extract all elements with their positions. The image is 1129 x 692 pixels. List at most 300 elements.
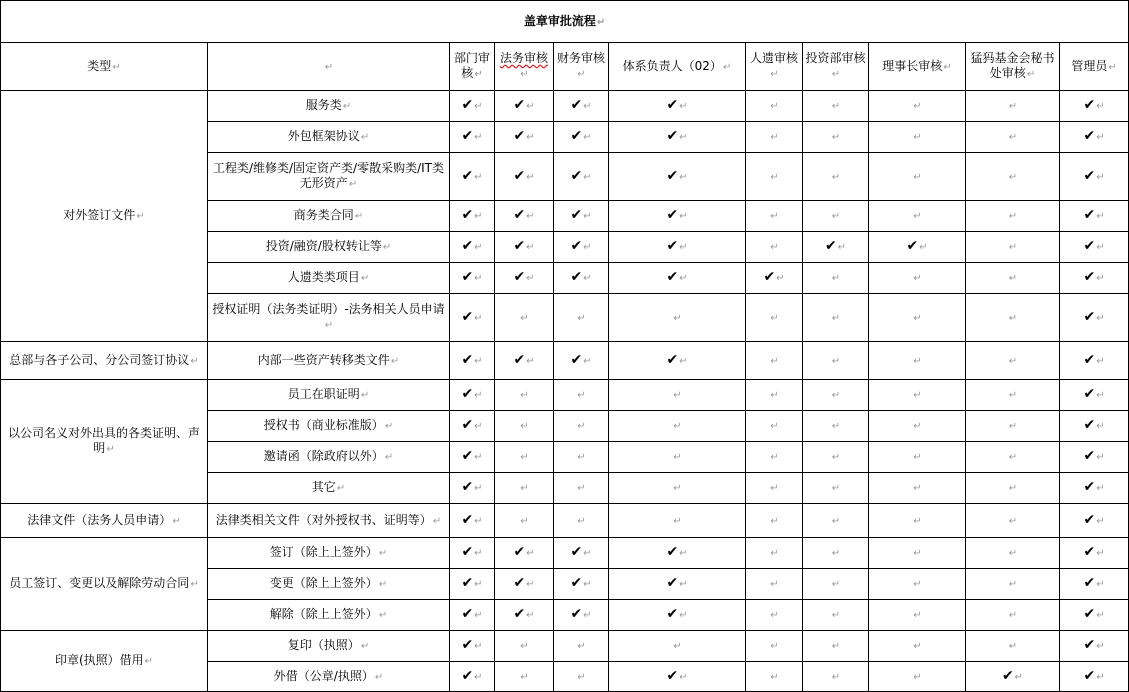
paragraph-mark-icon: ↵ — [831, 312, 841, 324]
paragraph-mark-icon: ↵ — [1008, 421, 1018, 432]
paragraph-mark-icon: ↵ — [1008, 548, 1018, 559]
check-mark-icon: ✔ — [513, 128, 526, 144]
approval-cell — [746, 504, 803, 538]
approval-cell — [609, 442, 746, 473]
paragraph-mark-icon: ↵ — [770, 610, 779, 621]
approval-cell — [966, 504, 1060, 538]
paragraph-mark-icon: ↵ — [583, 132, 592, 143]
approval-cell — [554, 263, 609, 294]
check-mark-icon: ✔ — [1083, 238, 1096, 254]
approval-cell — [450, 662, 495, 692]
paragraph-mark-icon: ↵ — [770, 421, 779, 432]
check-mark-icon: ✔ — [513, 606, 526, 622]
paragraph-mark-icon: ↵ — [913, 273, 922, 284]
paragraph-mark-icon: ↵ — [474, 610, 483, 621]
paragraph-mark-icon: ↵ — [324, 320, 334, 331]
approval-cell — [966, 91, 1060, 122]
approval-cell — [869, 504, 966, 538]
paragraph-mark-icon: ↵ — [583, 355, 592, 367]
approval-cell — [869, 473, 966, 504]
approval-cell — [495, 380, 554, 411]
paragraph-mark-icon: ↵ — [136, 211, 145, 222]
approval-cell — [869, 122, 966, 153]
check-mark-icon: ✔ — [666, 167, 679, 184]
paragraph-mark-icon: ↵ — [520, 671, 529, 683]
paragraph-mark-icon: ↵ — [1096, 579, 1105, 590]
approval-cell — [803, 631, 869, 662]
check-mark-icon: ✔ — [1083, 386, 1096, 402]
paragraph-mark-icon: ↵ — [577, 515, 586, 527]
check-mark-icon: ✔ — [1083, 511, 1096, 528]
check-mark-icon: ✔ — [763, 269, 776, 285]
header-approver-2 — [554, 43, 609, 91]
approval-cell — [450, 294, 495, 342]
approval-cell — [869, 201, 966, 232]
type-cell — [1, 380, 208, 504]
check-mark-icon: ✔ — [461, 167, 474, 184]
paragraph-mark-icon: ↵ — [526, 242, 535, 253]
paragraph-mark-icon: ↵ — [342, 101, 352, 112]
paragraph-mark-icon: ↵ — [1096, 355, 1105, 367]
item-cell — [208, 442, 450, 473]
approval-cell — [495, 538, 554, 569]
paragraph-mark-icon: ↵ — [1108, 61, 1117, 73]
check-mark-icon: ✔ — [570, 606, 583, 622]
paragraph-mark-icon: ↵ — [1008, 390, 1018, 401]
approval-cell — [495, 504, 554, 538]
paragraph-mark-icon: ↵ — [526, 101, 535, 112]
paragraph-mark-icon: ↵ — [837, 242, 847, 253]
item-label: 服务类 — [305, 98, 342, 112]
check-mark-icon: ✔ — [513, 207, 526, 223]
paragraph-mark-icon: ↵ — [172, 515, 181, 527]
approval-cell — [1060, 631, 1129, 662]
approval-cell — [450, 538, 495, 569]
approval-cell — [554, 294, 609, 342]
approval-cell — [609, 263, 746, 294]
item-cell — [208, 504, 450, 538]
header-approver-6 — [869, 43, 966, 91]
paragraph-mark-icon: ↵ — [474, 132, 483, 143]
paragraph-mark-icon: ↵ — [770, 132, 779, 143]
check-mark-icon: ✔ — [1083, 637, 1096, 653]
check-mark-icon: ✔ — [570, 351, 583, 368]
check-mark-icon: ✔ — [666, 269, 679, 285]
paragraph-mark-icon: ↵ — [913, 548, 922, 559]
paragraph-mark-icon: ↵ — [770, 579, 779, 590]
paragraph-mark-icon: ↵ — [770, 242, 779, 253]
paragraph-mark-icon: ↵ — [526, 273, 535, 284]
paragraph-mark-icon: ↵ — [1008, 641, 1018, 652]
type-label: 印章(执照）借用 — [54, 653, 144, 667]
paragraph-mark-icon: ↵ — [577, 641, 586, 652]
check-mark-icon: ✔ — [461, 308, 474, 325]
check-mark-icon: ✔ — [1083, 351, 1096, 368]
approval-cell — [554, 91, 609, 122]
header-item-cell — [208, 43, 450, 91]
table-row — [1, 538, 1129, 569]
approval-cell — [803, 600, 869, 631]
paragraph-mark-icon: ↵ — [336, 483, 346, 494]
approval-cell — [803, 91, 869, 122]
check-mark-icon: ✔ — [461, 511, 474, 528]
approval-cell — [450, 411, 495, 442]
approval-cell — [495, 232, 554, 263]
check-mark-icon: ✔ — [1083, 308, 1096, 325]
header-row — [1, 43, 1129, 91]
check-mark-icon: ✔ — [513, 167, 526, 184]
type-cell — [1, 538, 208, 631]
approval-cell — [803, 504, 869, 538]
approval-cell — [450, 504, 495, 538]
paragraph-mark-icon: ↵ — [520, 390, 529, 401]
paragraph-mark-icon: ↵ — [679, 132, 688, 143]
paragraph-mark-icon: ↵ — [1008, 355, 1018, 367]
check-mark-icon: ✔ — [1083, 128, 1096, 144]
approval-cell — [1060, 504, 1129, 538]
paragraph-mark-icon: ↵ — [1008, 171, 1018, 183]
paragraph-mark-icon: ↵ — [913, 579, 922, 590]
approval-cell — [746, 91, 803, 122]
paragraph-mark-icon: ↵ — [770, 641, 779, 652]
item-cell — [208, 294, 450, 342]
approval-cell — [1060, 122, 1129, 153]
approval-cell — [495, 662, 554, 692]
check-mark-icon: ✔ — [666, 667, 679, 684]
check-mark-icon: ✔ — [1083, 207, 1096, 223]
header-approver-7 — [966, 43, 1060, 91]
check-mark-icon: ✔ — [461, 637, 474, 653]
approval-cell — [966, 232, 1060, 263]
approval-cell — [746, 294, 803, 342]
check-mark-icon: ✔ — [461, 448, 474, 464]
paragraph-mark-icon: ↵ — [474, 242, 483, 253]
paragraph-mark-icon: ↵ — [1096, 483, 1105, 494]
approval-cell — [966, 411, 1060, 442]
approval-cell — [1060, 153, 1129, 201]
approval-cell — [746, 342, 803, 380]
approval-cell — [1060, 662, 1129, 692]
approval-cell — [495, 201, 554, 232]
paragraph-mark-icon: ↵ — [831, 132, 841, 143]
approval-cell — [495, 122, 554, 153]
paragraph-mark-icon: ↵ — [913, 610, 922, 621]
approval-cell — [803, 122, 869, 153]
approver-label: 人遗审核 — [749, 51, 798, 65]
approval-cell — [869, 569, 966, 600]
paragraph-mark-icon: ↵ — [583, 548, 592, 559]
check-mark-icon: ✔ — [1083, 667, 1096, 684]
approval-cell — [966, 122, 1060, 153]
paragraph-mark-icon: ↵ — [1008, 483, 1018, 494]
check-mark-icon: ✔ — [570, 207, 583, 223]
approval-cell — [554, 411, 609, 442]
paragraph-mark-icon: ↵ — [770, 671, 779, 683]
approval-cell — [966, 153, 1060, 201]
approval-cell — [1060, 342, 1129, 380]
approver-label: 部门审核 — [453, 51, 490, 80]
check-mark-icon: ✔ — [1083, 417, 1096, 433]
approval-cell — [803, 473, 869, 504]
approval-cell — [1060, 600, 1129, 631]
approval-cell — [609, 600, 746, 631]
type-label: 总部与各子公司、分公司签订协议 — [9, 352, 190, 367]
approval-cell — [966, 342, 1060, 380]
check-mark-icon: ✔ — [570, 238, 583, 254]
paragraph-mark-icon: ↵ — [360, 390, 370, 401]
approval-cell — [495, 473, 554, 504]
approval-cell — [966, 631, 1060, 662]
paragraph-mark-icon: ↵ — [679, 548, 688, 559]
approver-label: 猛犸基金会秘书处审核 — [970, 51, 1055, 80]
approval-cell — [869, 294, 966, 342]
paragraph-mark-icon: ↵ — [526, 132, 535, 143]
paragraph-mark-icon: ↵ — [770, 452, 779, 463]
item-cell — [208, 662, 450, 692]
paragraph-mark-icon: ↵ — [831, 421, 841, 432]
paragraph-mark-icon: ↵ — [526, 211, 535, 222]
paragraph-mark-icon: ↵ — [679, 101, 688, 112]
check-mark-icon: ✔ — [1083, 575, 1096, 591]
approval-cell — [1060, 263, 1129, 294]
paragraph-mark-icon: ↵ — [577, 69, 586, 80]
paragraph-mark-icon: ↵ — [526, 610, 535, 621]
approval-cell — [869, 631, 966, 662]
table-title-cell — [1, 1, 1129, 43]
item-cell — [208, 600, 450, 631]
check-mark-icon: ✔ — [570, 97, 583, 113]
check-mark-icon: ✔ — [461, 238, 474, 254]
paragraph-mark-icon: ↵ — [526, 579, 535, 590]
paragraph-mark-icon: ↵ — [913, 390, 922, 401]
item-cell — [208, 538, 450, 569]
paragraph-mark-icon: ↵ — [360, 641, 370, 652]
paragraph-mark-icon: ↵ — [1096, 671, 1105, 683]
check-mark-icon: ✔ — [1083, 167, 1096, 184]
approval-cell — [869, 263, 966, 294]
approval-cell — [803, 294, 869, 342]
type-cell — [1, 342, 208, 380]
header-approver-5 — [803, 43, 869, 91]
approval-cell — [609, 153, 746, 201]
paragraph-mark-icon: ↵ — [1096, 641, 1105, 652]
approval-cell — [495, 631, 554, 662]
paragraph-mark-icon: ↵ — [520, 641, 529, 652]
paragraph-mark-icon: ↵ — [474, 421, 483, 432]
paragraph-mark-icon: ↵ — [913, 355, 922, 367]
approval-cell — [554, 380, 609, 411]
paragraph-mark-icon: ↵ — [673, 421, 682, 432]
check-mark-icon: ✔ — [513, 238, 526, 254]
paragraph-mark-icon: ↵ — [474, 515, 483, 527]
check-mark-icon: ✔ — [461, 544, 474, 560]
approval-cell — [609, 473, 746, 504]
approval-cell — [746, 600, 803, 631]
approval-cell — [609, 294, 746, 342]
paragraph-mark-icon: ↵ — [474, 390, 483, 401]
paragraph-mark-icon: ↵ — [770, 69, 779, 80]
paragraph-mark-icon: ↵ — [1096, 452, 1105, 463]
approval-cell — [554, 631, 609, 662]
paragraph-mark-icon: ↵ — [679, 671, 688, 683]
type-label: 员工签订、变更以及解除劳动合同 — [9, 576, 190, 590]
paragraph-mark-icon: ↵ — [1008, 101, 1018, 112]
item-label: 其它 — [311, 480, 336, 494]
approval-cell — [803, 380, 869, 411]
approver-label: 财务审核 — [556, 51, 605, 65]
paragraph-mark-icon: ↵ — [1008, 242, 1018, 253]
approval-cell — [554, 122, 609, 153]
check-mark-icon: ✔ — [461, 207, 474, 223]
approval-cell — [495, 263, 554, 294]
paragraph-mark-icon: ↵ — [474, 211, 483, 222]
paragraph-mark-icon: ↵ — [722, 61, 732, 73]
paragraph-mark-icon: ↵ — [577, 452, 586, 463]
paragraph-mark-icon: ↵ — [360, 132, 370, 143]
approval-cell — [803, 442, 869, 473]
paragraph-mark-icon: ↵ — [1096, 171, 1105, 183]
item-label: 解除（除上上签外） — [269, 607, 378, 621]
approval-cell — [803, 662, 869, 692]
approval-cell — [609, 380, 746, 411]
paragraph-mark-icon: ↵ — [831, 273, 841, 284]
paragraph-mark-icon: ↵ — [474, 312, 483, 324]
item-label: 法律类相关文件（对外授权书、证明等） — [215, 512, 432, 527]
paragraph-mark-icon: ↵ — [526, 355, 535, 367]
approval-cell — [450, 153, 495, 201]
approval-cell — [495, 569, 554, 600]
item-cell — [208, 91, 450, 122]
paragraph-mark-icon: ↵ — [913, 312, 922, 324]
item-label: 投资/融资/股权转让等 — [265, 239, 382, 253]
paragraph-mark-icon: ↵ — [831, 641, 841, 652]
approval-cell — [966, 600, 1060, 631]
approval-cell — [609, 662, 746, 692]
paragraph-mark-icon: ↵ — [378, 548, 388, 559]
paragraph-mark-icon: ↵ — [770, 483, 779, 494]
paragraph-mark-icon: ↵ — [679, 242, 688, 253]
approval-cell — [450, 263, 495, 294]
approval-cell — [803, 201, 869, 232]
check-mark-icon: ✔ — [1083, 544, 1096, 560]
approval-cell — [450, 631, 495, 662]
approval-cell — [554, 201, 609, 232]
paragraph-mark-icon: ↵ — [919, 242, 928, 253]
paragraph-mark-icon: ↵ — [190, 579, 199, 590]
paragraph-mark-icon: ↵ — [1096, 132, 1105, 143]
approval-cell — [554, 600, 609, 631]
approval-cell — [746, 201, 803, 232]
check-mark-icon: ✔ — [666, 128, 679, 144]
header-approver-8 — [1060, 43, 1129, 91]
check-mark-icon: ✔ — [1083, 606, 1096, 622]
paragraph-mark-icon: ↵ — [673, 452, 682, 463]
table-row — [1, 631, 1129, 662]
paragraph-mark-icon: ↵ — [776, 273, 785, 284]
approver-label: 体系负责人（02） — [622, 58, 722, 73]
approval-cell — [609, 201, 746, 232]
paragraph-mark-icon: ↵ — [474, 355, 483, 367]
approval-cell — [1060, 380, 1129, 411]
approval-cell — [746, 411, 803, 442]
paragraph-mark-icon: ↵ — [1096, 515, 1105, 527]
approval-cell — [495, 600, 554, 631]
approval-cell — [746, 473, 803, 504]
paragraph-mark-icon: ↵ — [526, 171, 535, 183]
approval-cell — [554, 442, 609, 473]
paragraph-mark-icon: ↵ — [913, 101, 922, 112]
approval-cell — [609, 569, 746, 600]
approval-cell — [746, 538, 803, 569]
approval-cell — [746, 442, 803, 473]
check-mark-icon: ✔ — [570, 575, 583, 591]
paragraph-mark-icon: ↵ — [831, 69, 841, 80]
item-cell — [208, 153, 450, 201]
paragraph-mark-icon: ↵ — [324, 61, 334, 73]
item-label: 商务类合同 — [293, 208, 354, 222]
item-label: 外借（公章/执照） — [273, 668, 374, 683]
header-type-label: 类型 — [87, 58, 112, 73]
paragraph-mark-icon: ↵ — [913, 515, 922, 527]
approval-cell — [869, 342, 966, 380]
paragraph-mark-icon: ↵ — [474, 579, 483, 590]
check-mark-icon: ✔ — [666, 575, 679, 591]
paragraph-mark-icon: ↵ — [831, 171, 841, 183]
approval-cell — [966, 442, 1060, 473]
paragraph-mark-icon: ↵ — [1096, 312, 1105, 324]
approval-cell — [746, 232, 803, 263]
paragraph-mark-icon: ↵ — [474, 171, 483, 183]
approval-cell — [869, 91, 966, 122]
approval-cell — [554, 473, 609, 504]
approval-cell — [1060, 442, 1129, 473]
check-mark-icon: ✔ — [666, 544, 679, 560]
paragraph-mark-icon: ↵ — [432, 515, 442, 527]
paragraph-mark-icon: ↵ — [520, 515, 529, 527]
approval-cell — [554, 662, 609, 692]
paragraph-mark-icon: ↵ — [382, 242, 392, 253]
paragraph-mark-icon: ↵ — [526, 548, 535, 559]
check-mark-icon: ✔ — [666, 207, 679, 223]
approval-cell — [609, 122, 746, 153]
check-mark-icon: ✔ — [1001, 667, 1014, 684]
approval-cell — [803, 232, 869, 263]
paragraph-mark-icon: ↵ — [673, 312, 682, 324]
type-cell — [1, 91, 208, 342]
table-title: 盖章审批流程 — [523, 13, 596, 28]
item-label: 内部一些资产转移类文件 — [257, 352, 390, 367]
paragraph-mark-icon: ↵ — [831, 610, 841, 621]
item-cell — [208, 201, 450, 232]
paragraph-mark-icon: ↵ — [1096, 421, 1105, 432]
paragraph-mark-icon: ↵ — [831, 211, 841, 222]
check-mark-icon: ✔ — [513, 575, 526, 591]
title-row — [1, 1, 1129, 43]
paragraph-mark-icon: ↵ — [679, 579, 688, 590]
paragraph-mark-icon: ↵ — [1096, 242, 1105, 253]
paragraph-mark-icon: ↵ — [583, 273, 592, 284]
paragraph-mark-icon: ↵ — [583, 211, 592, 222]
paragraph-mark-icon: ↵ — [583, 242, 592, 253]
check-mark-icon: ✔ — [461, 575, 474, 591]
approval-cell — [450, 569, 495, 600]
approval-cell — [1060, 294, 1129, 342]
paragraph-mark-icon: ↵ — [520, 421, 529, 432]
approval-cell — [450, 91, 495, 122]
paragraph-mark-icon: ↵ — [1008, 452, 1018, 463]
paragraph-mark-icon: ↵ — [770, 355, 779, 367]
header-approver-1 — [495, 43, 554, 91]
